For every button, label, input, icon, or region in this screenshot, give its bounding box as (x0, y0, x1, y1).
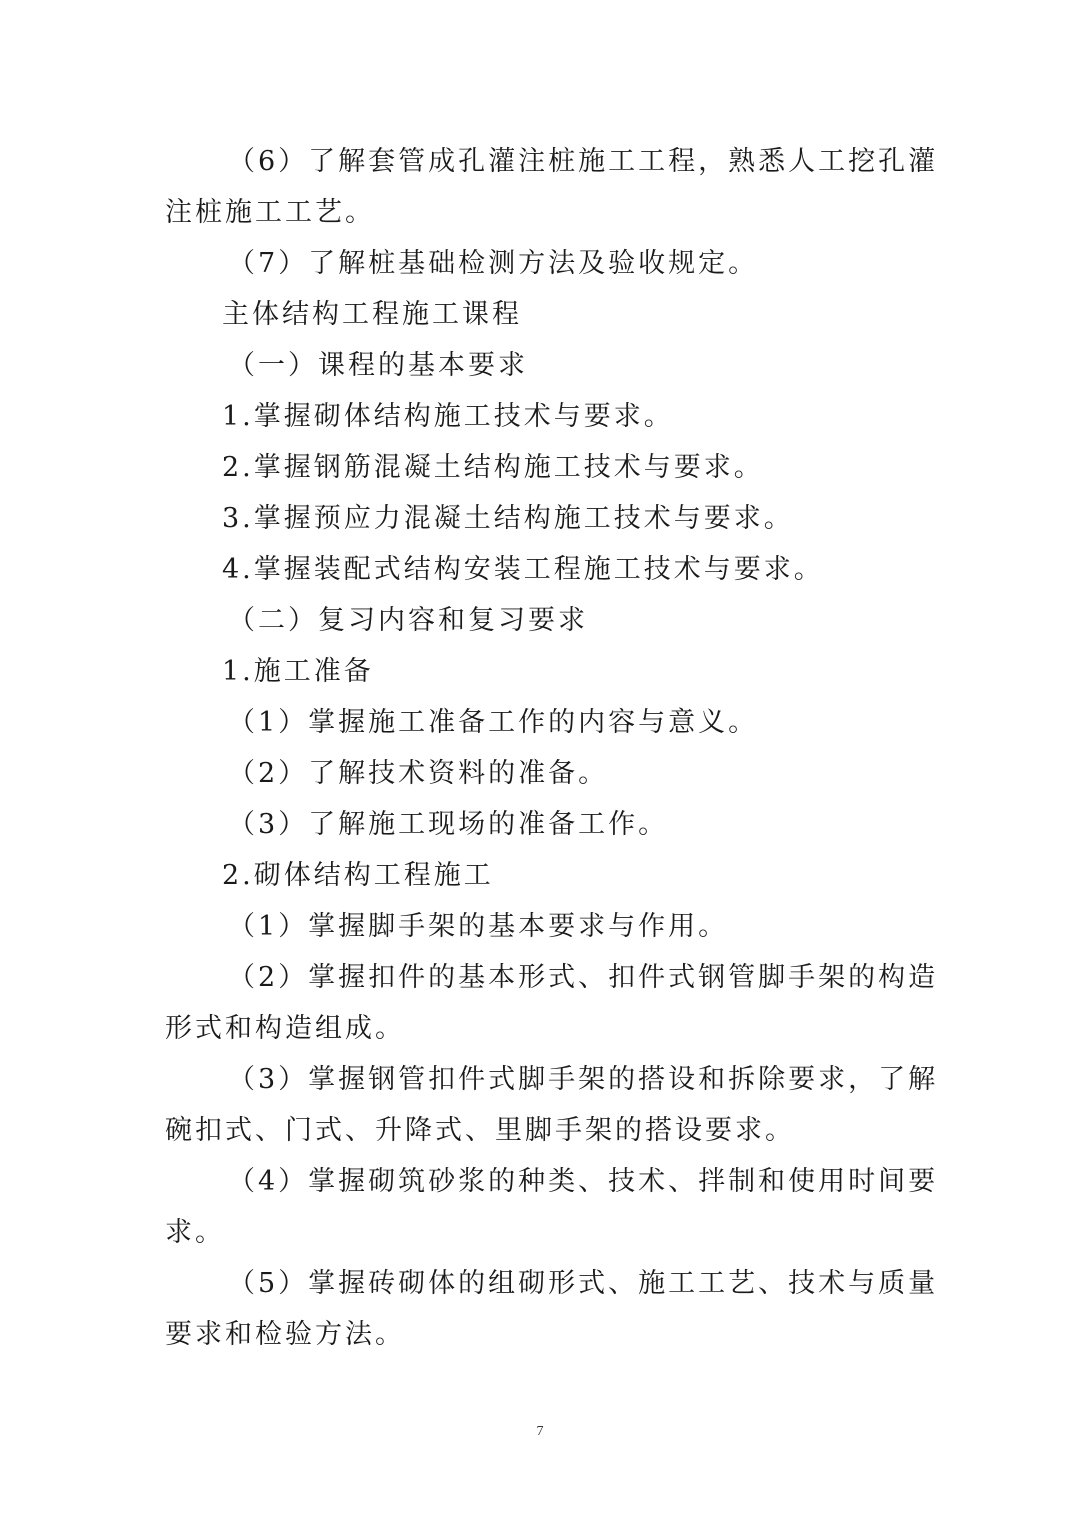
page-number: 7 (536, 1424, 544, 1439)
text-line: （1）掌握施工准备工作的内容与意义。 (228, 707, 759, 738)
text-line: 碗扣式、门式、升降式、里脚手架的搭设要求。 (165, 1115, 795, 1146)
subsection-heading: （一）课程的基本要求 (228, 350, 528, 381)
text-line: （2）了解技术资料的准备。 (228, 758, 609, 789)
subsection-heading: （二）复习内容和复习要求 (228, 605, 588, 636)
text-line: （3）掌握钢管扣件式脚手架的搭设和拆除要求，了解 (228, 1064, 939, 1095)
text-line: 注桩施工工艺。 (165, 197, 375, 228)
text-line: 1.掌握砌体结构施工技术与要求。 (222, 401, 674, 432)
text-line: 2.砌体结构工程施工 (222, 860, 494, 891)
text-line: 求。 (165, 1217, 225, 1248)
text-line: 形式和构造组成。 (165, 1013, 405, 1044)
text-line: （4）掌握砌筑砂浆的种类、技术、拌制和使用时间要 (228, 1166, 939, 1197)
text-line: 1.施工准备 (222, 656, 374, 687)
text-line: （2）掌握扣件的基本形式、扣件式钢管脚手架的构造 (228, 962, 939, 993)
text-line: 要求和检验方法。 (165, 1319, 405, 1350)
text-line: （6）了解套管成孔灌注桩施工工程，熟悉人工挖孔灌 (228, 146, 939, 177)
text-line: 4.掌握装配式结构安装工程施工技术与要求。 (222, 554, 824, 585)
text-line: （7）了解桩基础检测方法及验收规定。 (228, 248, 759, 279)
text-line: （1）掌握脚手架的基本要求与作用。 (228, 911, 729, 942)
text-line: 3.掌握预应力混凝土结构施工技术与要求。 (222, 503, 794, 534)
text-line: 2.掌握钢筋混凝土结构施工技术与要求。 (222, 452, 764, 483)
text-line: （5）掌握砖砌体的组砌形式、施工工艺、技术与质量 (228, 1268, 939, 1299)
text-line: （3）了解施工现场的准备工作。 (228, 809, 669, 840)
section-heading: 主体结构工程施工课程 (222, 299, 522, 330)
